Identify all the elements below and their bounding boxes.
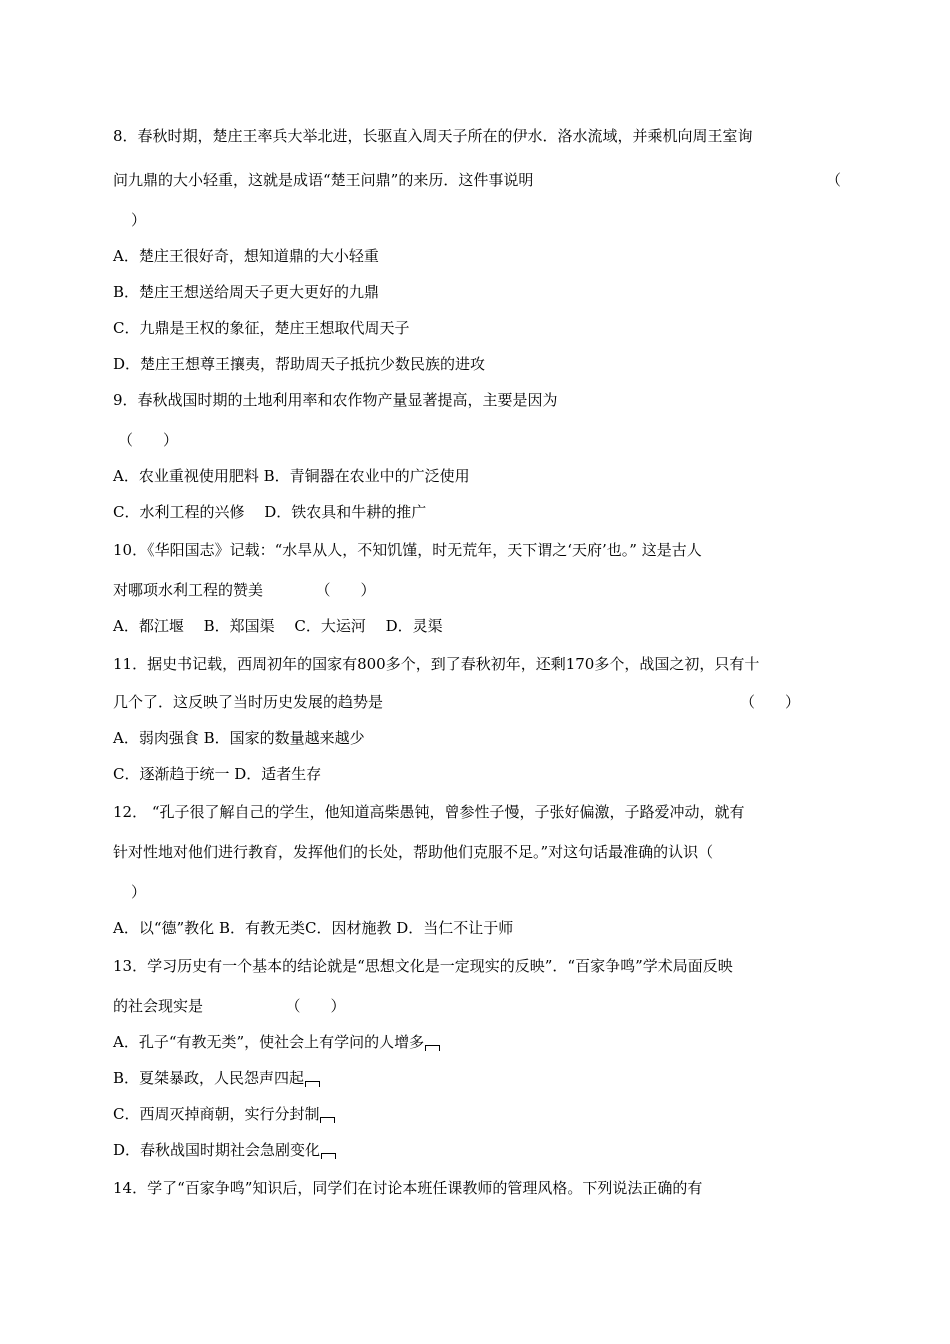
q8-stem-line2: 问九鼎的大小轻重，这就是成语“楚王问鼎”的来历．这件事说明 (113, 171, 534, 189)
q11-stem-line1: 11．据史书记载，西周初年的国家有800多个，到了春秋初年，还剩170多个，战国之初，只有十 (113, 655, 760, 673)
q8-answer-paren-close: ） (131, 211, 147, 229)
q9-answer-paren: （ ） (118, 431, 179, 449)
q13-option-c-text: C．西周灭掉商朝，实行分封制 (113, 1105, 320, 1123)
q13-option-b-text: B．夏桀暴政，人民怨声四起 (113, 1069, 305, 1087)
q13-stem-line2: 的社会现实是 （ ） (113, 997, 346, 1015)
q8-stem-line1: 8．春秋时期，楚庄王率兵大举北进，长驱直入周天子所在的伊水．洛水流域，并乘机向周王室询 (113, 127, 753, 145)
q12-answer-paren-close: ） (131, 883, 147, 901)
q8-option-a: A．楚庄王很好奇，想知道鼎的大小轻重 (113, 247, 379, 265)
q13-option-a-text: A．孔子“有教无类”，使社会上有学问的人增多 (113, 1033, 425, 1051)
q13-option-c (113, 1104, 335, 1124)
q8-option-b: B．楚庄王想送给周天子更大更好的九鼎 (113, 283, 380, 301)
q8-answer-paren-open: （ (826, 171, 842, 189)
q14-stem: 14．学了“百家争鸣”知识后，同学们在讨论本班任课教师的管理风格。下列说法正确的有 (113, 1179, 703, 1197)
q11-answer-paren: （ ） (740, 693, 801, 711)
q9-stem: 9．春秋战国时期的土地利用率和农作物产量显著提高，主要是因为 (113, 391, 558, 409)
q9-options-ab: A．农业重视使用肥料 B．青铜器在农业中的广泛使用 (113, 467, 470, 485)
q8-option-c: C．九鼎是王权的象征，楚庄王想取代周天子 (113, 319, 410, 337)
q12-stem-line2: 针对性地对他们进行教育，发挥他们的长处，帮助他们克服不足。”对这句话最准确的认识（ (113, 843, 714, 861)
q8-option-d: D．楚庄王想尊王攘夷，帮助周天子抵抗少数民族的进攻 (113, 355, 486, 373)
q13-option-d-text: D．春秋战国时期社会急剧变化 (113, 1141, 321, 1159)
q10-stem-line1: 10．《华阳国志》记载：“水旱从人，不知饥馑，时无荒年，天下谓之‘天府’也。” 这是古人 (113, 541, 702, 559)
paragraph-mark-icon (320, 1117, 335, 1123)
q13-stem-line1: 13．学习历史有一个基本的结论就是“思想文化是一定现实的反映”．“百家争鸣”学术局面反映 (113, 957, 733, 975)
q11-options-ab: A．弱肉强食 B．国家的数量越来越少 (113, 729, 365, 747)
q9-options-cd: C．水利工程的兴修 D．铁农具和牛耕的推广 (113, 503, 427, 521)
q13-option-d (113, 1140, 336, 1160)
q13-option-b (113, 1068, 320, 1088)
paragraph-mark-icon (425, 1045, 440, 1051)
q11-stem-line2: 几个了．这反映了当时历史发展的趋势是 (113, 693, 384, 711)
q10-options: A．都江堰 B．郑国渠 C．大运河 D．灵渠 (113, 617, 443, 635)
q10-stem-line2: 对哪项水利工程的赞美 （ ） (113, 581, 376, 599)
q13-option-a (113, 1032, 440, 1052)
paragraph-mark-icon (305, 1081, 320, 1087)
q11-options-cd: C．逐渐趋于统一 D．适者生存 (113, 765, 322, 783)
q12-stem-line1: 12． “孔子很了解自己的学生，他知道高柴愚钝，曾参性子慢，子张好偏激，子路爱冲动，就有 (113, 803, 745, 821)
paragraph-mark-icon (321, 1153, 336, 1159)
q12-options: A．以“德”教化 B．有教无类C．因材施教 D．当仁不让于师 (113, 919, 514, 937)
